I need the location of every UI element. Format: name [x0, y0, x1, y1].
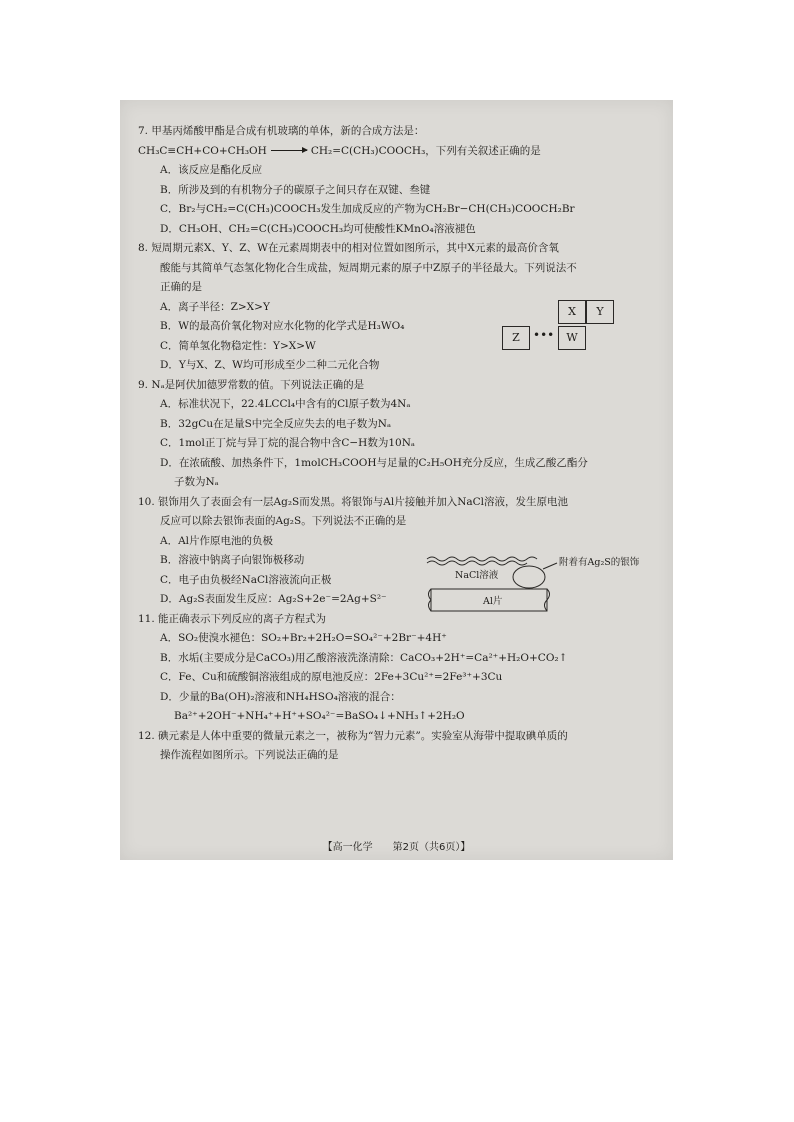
option-b: B．所涉及到的有机物分子的碳原子之间只存在双键、叁键	[160, 183, 431, 196]
reaction-arrow-icon	[271, 150, 307, 151]
page-footer: 【高一化学 第2页（共6页）】	[322, 842, 471, 853]
question-number: 10.	[138, 495, 155, 508]
option-a: A．离子半径：Z>X>Y	[160, 300, 270, 313]
question-number: 7.	[138, 125, 149, 137]
reaction-equation	[138, 142, 658, 162]
element-cell-z: Z	[502, 326, 530, 350]
silver-label: 附着有Ag₂S的银饰	[559, 557, 640, 568]
periodic-table-fragment	[502, 300, 617, 352]
question-text-cont: 酸能与其简单气态氢化物化合生成盐，短周期元素的原子中Z原子的半径最大。下列说法不	[160, 261, 577, 274]
question-number: 8.	[138, 242, 149, 254]
ellipsis-dots: •••	[533, 328, 555, 342]
question-7	[138, 122, 658, 239]
question-text-cont: 正确的是	[160, 281, 202, 293]
option-c: C．电子由负极经NaCl溶液流向正极	[160, 573, 332, 586]
galvanic-cell-figure	[425, 553, 640, 623]
question-text-cont: 反应可以除去银饰表面的Ag₂S。下列说法不正确的是	[160, 515, 407, 527]
question-stem	[138, 239, 658, 259]
option-a: A．Al片作原电池的负极	[160, 534, 274, 547]
question-text: 能正确表示下列反应的离子方程式为	[158, 612, 327, 625]
option-c: C．Br₂与CH₂=C(CH₃)COOCH₃发生加成反应的产物为CH₂Br−CH(CH₃)COOCH₂Br	[160, 203, 575, 215]
option-d-cont: 子数为Nₐ	[174, 476, 219, 488]
question-text: 银饰用久了表面会有一层Ag₂S而发黑。将银饰与Al片接触并加入NaCl溶液，发生原电池	[158, 495, 569, 508]
question-stem	[138, 493, 658, 513]
question-number: 12.	[138, 729, 155, 742]
option-b: B．溶液中钠离子向银饰极移动	[160, 554, 305, 566]
option-a: A．SO₂使溴水褪色：SO₂+Br₂+2H₂O=SO₄²⁻+2Br⁻+4H⁺	[160, 632, 447, 644]
option-d-cont: Ba²⁺+2OH⁻+NH₄⁺+H⁺+SO₄²⁻=BaSO₄↓+NH₃↑+2H₂O	[174, 710, 465, 722]
option-b: B．水垢(主要成分是CaCO₃)用乙酸溶液洗涤清除：CaCO₃+2H⁺=Ca²⁺+H₂O+CO₂↑	[160, 651, 568, 664]
question-9	[138, 376, 658, 493]
question-number: 11.	[138, 612, 155, 625]
question-stem	[138, 122, 658, 142]
solution-surface-wave	[427, 561, 527, 565]
option-b: B．W的最高价氧化物对应水化物的化学式是H₃WO₄	[160, 320, 405, 332]
question-number: 9.	[138, 378, 149, 391]
option-d: D．Ag₂S表面发生反应：Ag₂S+2e⁻=2Ag+S²⁻	[160, 593, 387, 605]
question-stem	[138, 727, 658, 747]
equation-reactants: CH₃C≡CH+CO+CH₃OH	[138, 144, 267, 157]
option-d: D．CH₃OH、CH₂=C(CH₃)COOCH₃均可使酸性KMnO₄溶液褪色	[160, 222, 476, 235]
element-cell-y: Y	[586, 300, 614, 324]
solution-surface-wave	[427, 557, 537, 561]
equation-products: CH₂=C(CH₃)COOCH₃，下列有关叙述正确的是	[310, 144, 541, 157]
al-label: Al片	[483, 596, 503, 607]
question-text: Nₐ是阿伏加德罗常数的值。下列说法正确的是	[151, 378, 365, 391]
option-a: A．该反应是酯化反应	[160, 164, 263, 176]
option-d: D．在浓硫酸、加热条件下，1molCH₃COOH与足量的C₂H₅OH充分反应，生成乙酸乙酯分	[160, 456, 588, 469]
option-d: D．Y与X、Z、W均可形成至少二种二元化合物	[160, 359, 380, 371]
question-stem	[138, 376, 658, 396]
option-d: D．少量的Ba(OH)₂溶液和NH₄HSO₄溶液的混合：	[160, 690, 401, 703]
question-text: 甲基丙烯酸甲酯是合成有机玻璃的单体，新的合成方法是：	[151, 125, 425, 137]
question-11	[138, 610, 658, 727]
option-b: B．32gCu在足量S中完全反应失去的电子数为Nₐ	[160, 417, 392, 430]
solution-label: NaCl溶液	[455, 570, 499, 581]
question-text-cont: 操作流程如图所示。下列说法正确的是	[160, 749, 339, 761]
element-cell-w: W	[558, 326, 586, 350]
label-leader-line	[543, 563, 557, 569]
silver-jewelry	[513, 566, 545, 588]
option-c: C．Fe、Cu和硫酸铜溶液组成的原电池反应：2Fe+3Cu²⁺=2Fe³⁺+3Cu	[160, 671, 503, 683]
question-text: 短周期元素X、Y、Z、W在元素周期表中的相对位置如图所示，其中X元素的最高价含氧	[151, 242, 559, 254]
option-c: C．简单氢化物稳定性：Y>X>W	[160, 339, 316, 352]
question-12	[138, 727, 658, 766]
exam-page-photo	[120, 100, 673, 860]
option-c: C．1mol正丁烷与异丁烷的混合物中含C−H数为10Nₐ	[160, 437, 415, 449]
option-a: A．标准状况下，22.4LCCl₄中含有的Cl原子数为4Nₐ	[160, 398, 411, 410]
element-cell-x: X	[558, 300, 586, 324]
exam-content	[138, 122, 658, 766]
question-text: 碘元素是人体中重要的微量元素之一，被称为“智力元素”。实验室从海带中提取碘单质的	[158, 729, 568, 742]
